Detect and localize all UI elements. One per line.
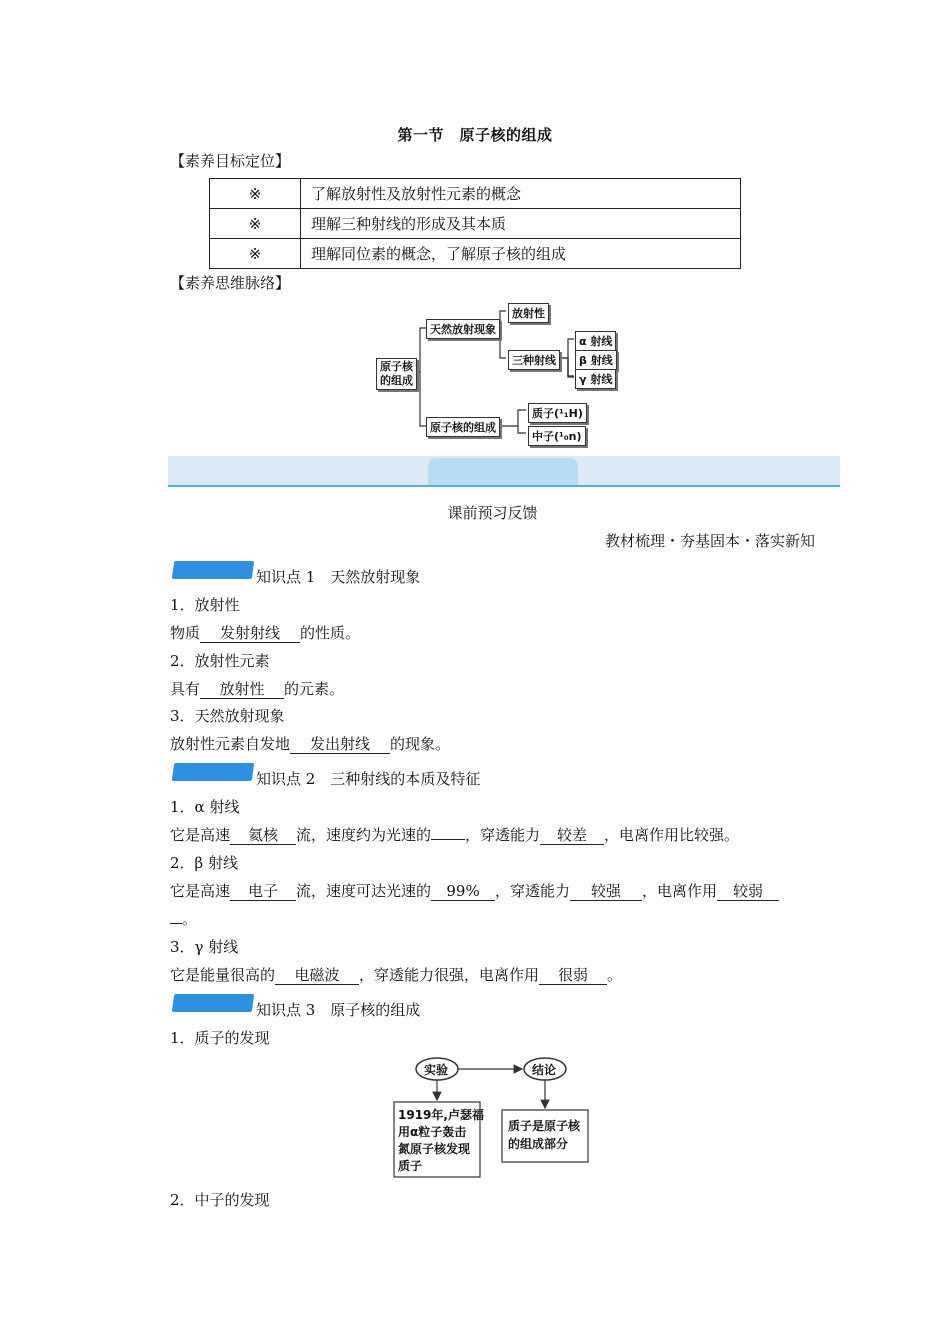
mindmap-neutron: 中子(¹₀n) [528, 426, 586, 446]
goals-table [209, 178, 741, 269]
goal-text: 了解放射性及放射性元素的概念 [301, 179, 741, 209]
conclusion-text [508, 1117, 580, 1153]
answer-blank: 氦核 [230, 826, 296, 845]
answer-blank: 很弱 [539, 966, 607, 985]
goal-mark: ※ [210, 239, 301, 269]
text: ，电离作用 [642, 882, 718, 900]
answer-blank: 较差 [540, 826, 604, 845]
answer-blank: 发射射线 [200, 624, 300, 643]
kp1-sentence3 [170, 733, 450, 754]
kp1-item1: 1．放射性 [170, 596, 240, 614]
text: 它是能量很高的 [170, 966, 276, 984]
answer-blank: 电磁波 [275, 966, 359, 985]
section-divider [168, 485, 840, 487]
kp2-beta-sentence-end [170, 908, 197, 929]
kp-tag [172, 994, 255, 1012]
mindmap-root: 原子核 的组成 [376, 358, 417, 390]
mindmap-gamma: γ 射线 [575, 369, 616, 389]
answer-blank [431, 839, 465, 840]
answer-blank: 较弱 [717, 882, 779, 901]
text: 。 [607, 966, 623, 984]
kp2-beta-sentence [170, 880, 779, 901]
answer-blank: 发出射线 [290, 735, 390, 754]
text: 的元素。 [284, 680, 345, 698]
mindmap-three-rays: 三种射线 [508, 350, 560, 370]
text: 流，速度可达光速的 [296, 882, 432, 900]
mindmap-header: 【素养思维脉络】 [170, 274, 291, 292]
answer-blank [170, 923, 182, 924]
text: 的性质。 [300, 624, 361, 642]
table-row [210, 239, 741, 269]
experiment-line: 质子 [398, 1159, 423, 1173]
preview-title: 课前预习反馈 [447, 504, 538, 522]
answer-blank: 99% [431, 882, 495, 901]
table-row [210, 179, 741, 209]
text: 它是高速 [170, 826, 231, 844]
answer-blank: 电子 [230, 882, 296, 901]
kp2-alpha-sentence [170, 824, 739, 845]
conclusion-line: 的组成部分 [508, 1137, 569, 1151]
experiment-line: 用α粒子轰击 [398, 1125, 467, 1139]
goal-mark: ※ [210, 209, 301, 239]
kp3-title: 知识点 3 原子核的组成 [256, 1001, 421, 1019]
mindmap-proton: 质子(¹₁H) [528, 403, 587, 423]
kp1-title: 知识点 1 天然放射现象 [256, 568, 421, 586]
conclusion-line: 质子是原子核 [508, 1119, 581, 1133]
text: 流，速度约为光速的 [296, 826, 432, 844]
kp3-item1: 1．质子的发现 [170, 1029, 270, 1047]
kp2-alpha-head: 1．α 射线 [170, 798, 240, 816]
kp2-beta-head: 2．β 射线 [170, 854, 238, 872]
mindmap-natural-radiation: 天然放射现象 [426, 319, 500, 339]
experiment-text [398, 1107, 484, 1175]
text: ，穿透能力很强，电离作用 [359, 966, 540, 984]
text: ，电离作用比较强。 [604, 826, 740, 844]
section-band-tab [428, 458, 578, 486]
kp1-item3: 3．天然放射现象 [170, 707, 285, 725]
table-row [210, 209, 741, 239]
kp-tag [172, 763, 255, 781]
goal-text: 理解同位素的概念，了解原子核的组成 [301, 239, 741, 269]
kp3-item2: 2．中子的发现 [170, 1191, 270, 1209]
mindmap-composition: 原子核的组成 [426, 417, 500, 437]
mindmap-beta: β 射线 [575, 350, 617, 370]
answer-blank: 放射性 [200, 680, 284, 699]
conclusion-label: 结论 [532, 1063, 557, 1077]
mindmap-radioactivity: 放射性 [508, 303, 549, 323]
text: ，穿透能力 [465, 826, 541, 844]
goal-mark: ※ [210, 179, 301, 209]
experiment-line: 1919年,卢瑟福 [398, 1108, 484, 1122]
text: 放射性元素自发地 [170, 735, 291, 753]
experiment-label: 实验 [424, 1063, 449, 1077]
text: 。 [182, 910, 198, 928]
kp2-gamma-sentence [170, 964, 622, 985]
kp2-title: 知识点 2 三种射线的本质及特征 [256, 770, 481, 788]
answer-blank: 较强 [570, 882, 642, 901]
preview-subtitle: 教材梳理・夯基固本・落实新知 [604, 532, 815, 550]
text: 物质 [170, 624, 201, 642]
kp1-sentence2 [170, 678, 344, 699]
experiment-line: 氮原子核发现 [398, 1142, 471, 1156]
kp2-gamma-head: 3．γ 射线 [170, 938, 239, 956]
kp-tag [172, 561, 255, 579]
text: ，穿透能力 [495, 882, 571, 900]
text: 它是高速 [170, 882, 231, 900]
page-title: 第一节 原子核的组成 [397, 126, 553, 144]
goals-header: 【素养目标定位】 [170, 152, 291, 170]
text: 的现象。 [390, 735, 451, 753]
goal-text: 理解三种射线的形成及其本质 [301, 209, 741, 239]
kp1-sentence1 [170, 622, 360, 643]
mindmap-alpha: α 射线 [575, 331, 616, 351]
text: 具有 [170, 680, 201, 698]
kp1-item2: 2．放射性元素 [170, 652, 270, 670]
